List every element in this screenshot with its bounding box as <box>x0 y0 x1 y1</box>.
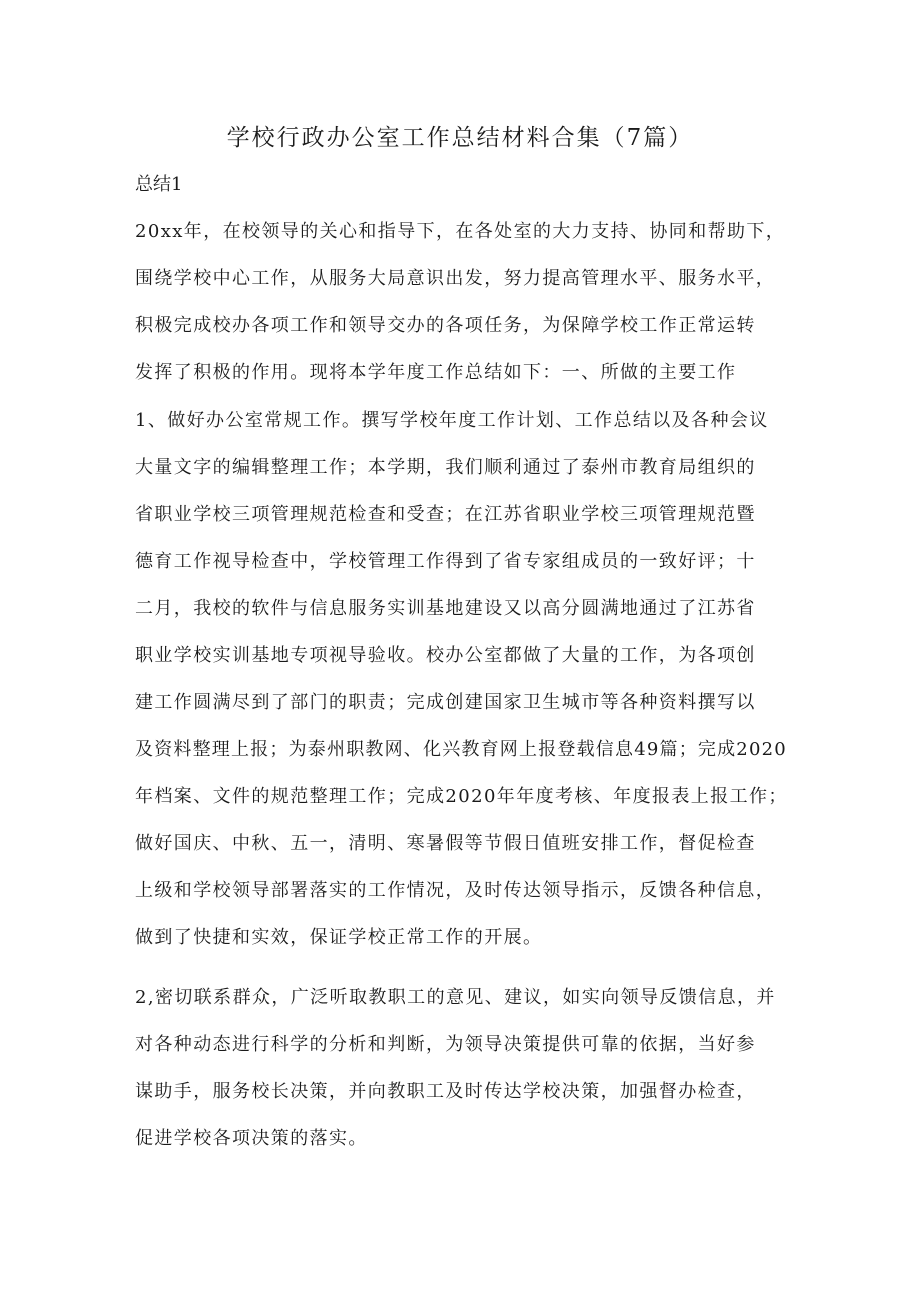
paragraph-2-line-12: 做到了快捷和实效，保证学校正常工作的开展。 <box>135 927 543 948</box>
paragraph-1-line-2: 围绕学校中心工作，从服务大局意识出发，努力提高管理水平、服务水平， <box>135 268 776 289</box>
paragraph-2-line-11: 上级和学校领导部署落实的工作情况，及时传达领导指示，反馈各种信息， <box>135 880 776 901</box>
paragraph-2-line-9: 年档案、文件的规范整理工作；完成2020年年度考核、年度报表上报工作； <box>135 786 788 807</box>
document-title: 学校行政办公室工作总结材料合集（7篇） <box>226 125 694 151</box>
section-heading: 总结1 <box>135 174 183 195</box>
paragraph-2-line-1: 1、做好办公室常规工作。撰写学校年度工作计划、工作总结以及各种会议 <box>135 410 769 431</box>
paragraph-2-line-6: 职业学校实训基地专项视导验收。校办公室都做了大量的工作，为各项创 <box>135 645 756 666</box>
paragraph-1-line-1: 20xx年，在校领导的关心和指导下，在各处室的大力支持、协同和帮助下， <box>135 221 786 242</box>
paragraph-3-line-4: 促进学校各项决策的落实。 <box>135 1128 368 1149</box>
paragraph-2-line-4: 德育工作视导检查中，学校管理工作得到了省专家组成员的一致好评；十 <box>135 551 756 572</box>
paragraph-3-line-1: 2,密切联系群众，广泛听取教职工的意见、建议，如实向领导反馈信息，并 <box>135 987 776 1008</box>
paragraph-1-line-3: 积极完成校办各项工作和领导交办的各项任务，为保障学校工作正常运转 <box>135 315 756 336</box>
paragraph-2-line-8: 及资料整理上报；为泰州职教网、化兴教育网上报登载信息49篇；完成2020 <box>135 739 787 760</box>
paragraph-2-line-10: 做好国庆、中秋、五一，清明、寒暑假等节假日值班安排工作，督促检查 <box>135 833 756 854</box>
paragraph-2-line-5: 二月，我校的软件与信息服务实训基地建设又以高分圆满地通过了江苏省 <box>135 598 756 619</box>
paragraph-3-line-3: 谋助手，服务校长决策，并向教职工及时传达学校决策，加强督办检查， <box>135 1081 756 1102</box>
paragraph-2-line-2: 大量文字的编辑整理工作；本学期，我们顺利通过了泰州市教育局组织的 <box>135 457 756 478</box>
paragraph-1-line-4: 发挥了积极的作用。现将本学年度工作总结如下：一、所做的主要工作 <box>135 362 737 383</box>
paragraph-3-line-2: 对各种动态进行科学的分析和判断，为领导决策提供可靠的依据，当好参 <box>135 1034 756 1055</box>
paragraph-2-line-3: 省职业学校三项管理规范检查和受查；在江苏省职业学校三项管理规范暨 <box>135 504 756 525</box>
paragraph-2-line-7: 建工作圆满尽到了部门的职责；完成创建国家卫生城市等各种资料撰写以 <box>135 692 756 713</box>
